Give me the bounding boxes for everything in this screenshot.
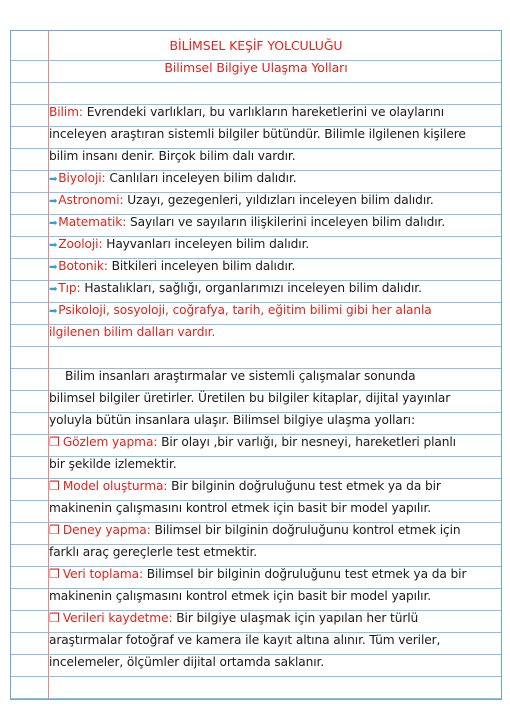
branch-desc: Canlıları inceleyen bilim dalıdır. (109, 171, 297, 185)
intro-line-2: inceleyen araştıran sistemli bilgiler bütündür. Bilimle ilgilenen kişilere (49, 127, 466, 141)
branch-desc: Uzayı, gezegenleri, yıldızları inceleyen bilim dalıdır. (127, 193, 434, 207)
method-text: Bir bilgiye ulaşmak için yapılan her türlü (176, 611, 419, 625)
arrow-right-icon: ➡ (49, 174, 58, 185)
para-line-2: bilimsel bilgiler üretirler. Üretilen bu bilgiler kitaplar, dijital yayınlar (49, 391, 451, 405)
arrow-right-icon: ➡ (49, 218, 58, 229)
method-text: Bilimsel bir bilginin doğruluğunu test etmek ya da bir (146, 567, 467, 581)
arrow-right-icon: ➡ (49, 262, 58, 273)
arrow-right-icon: ➡ (49, 196, 58, 207)
arrow-right-icon: ➡ (49, 306, 58, 317)
method-text: Bir bilginin doğruluğunu test etmek ya da bir (171, 479, 441, 493)
branch-desc: Hayvanları inceleyen bilim dalıdır. (106, 237, 310, 251)
method-item (49, 475, 441, 497)
branch-item (49, 211, 445, 235)
method-item (49, 563, 466, 585)
method-continuation: makinenin çalışmasını kontrol etmek için basit bir model yapılır. (49, 589, 432, 603)
checkbox-icon: ❒ (49, 567, 60, 581)
checkbox-icon: ❒ (49, 523, 60, 537)
branch-item (49, 167, 297, 191)
ruled-notebook-page (10, 30, 502, 700)
checkbox-icon: ❒ (49, 435, 60, 449)
para-line-3: yoluyla bütün insanlara ulaşır. Bilimsel bilgiye ulaşma yolları: (49, 413, 415, 427)
method-item (49, 431, 456, 453)
method-item (49, 607, 418, 629)
method-text: Bir olayı ,bir varlığı, bir nesneyi, hareketleri planlı (161, 435, 456, 449)
intro-text-1: Evrendeki varlıkları, bu varlıkların hareketlerini ve olaylarını (86, 105, 445, 119)
intro-term: Bilim: (49, 105, 83, 119)
branch-name: Botonik: (58, 259, 108, 273)
branch-item (49, 189, 434, 213)
branch-name: Biyoloji: (58, 171, 106, 185)
other-branches-line-2: ilgilenen bilim dalları vardır. (49, 325, 216, 339)
intro-line-3: bilim insanı denir. Birçok bilim dalı vardır. (49, 149, 296, 163)
method-text: Bilimsel bir bilginin doğruluğunu kontrol etmek için (154, 523, 461, 537)
page-subtitle: Bilimsel Bilgiye Ulaşma Yolları (164, 60, 348, 75)
branch-name: Astronomi: (58, 193, 124, 207)
branch-desc: Bitkileri inceleyen bilim dalıdır. (111, 259, 296, 273)
method-continuation: araştırmalar fotoğraf ve kamera ile kayıt altına alınır. Tüm veriler, (49, 633, 441, 647)
branch-item (49, 255, 295, 279)
method-item (49, 519, 461, 541)
method-continuation: incelemeler, ölçümler dijital ortamda saklanır. (49, 655, 325, 669)
branch-name: Tıp: (58, 281, 81, 295)
other-branches-line-1 (49, 299, 432, 323)
method-continuation: makinenin çalışmasını kontrol etmek için basit bir model yapılır. (49, 501, 432, 515)
method-continuation: farklı araç gereçlerle test etmektir. (49, 545, 258, 559)
page-title: BİLİMSEL KEŞİF YOLCULUĞU (169, 38, 343, 53)
other-text-1: Psikoloji, sosyoloji, coğrafya, tarih, eğitim bilimi gibi her alanla (58, 303, 432, 317)
method-name: Gözlem yapma: (62, 435, 158, 449)
arrow-right-icon: ➡ (49, 240, 58, 251)
method-name: Verileri kaydetme: (62, 611, 173, 625)
para-line-1: Bilim insanları araştırmalar ve sistemli çalışmalar sonunda (65, 369, 416, 383)
checkbox-icon: ❒ (49, 611, 60, 625)
branch-desc: Hastalıkları, sağlığı, organlarımızı inceleyen bilim dalıdır. (84, 281, 422, 295)
branch-name: Matematik: (58, 215, 127, 229)
branch-desc: Sayıları ve sayıların ilişkilerini inceleyen bilim dalıdır. (130, 215, 446, 229)
branch-name: Zooloji: (58, 237, 103, 251)
method-name: Veri toplama: (62, 567, 143, 581)
intro-line-1 (49, 101, 444, 123)
method-name: Model oluşturma: (62, 479, 168, 493)
method-continuation: bir şekilde izlemektir. (49, 457, 177, 471)
checkbox-icon: ❒ (49, 479, 60, 493)
branch-item (49, 233, 309, 257)
method-name: Deney yapma: (62, 523, 151, 537)
arrow-right-icon: ➡ (49, 284, 58, 295)
branch-item (49, 277, 422, 301)
